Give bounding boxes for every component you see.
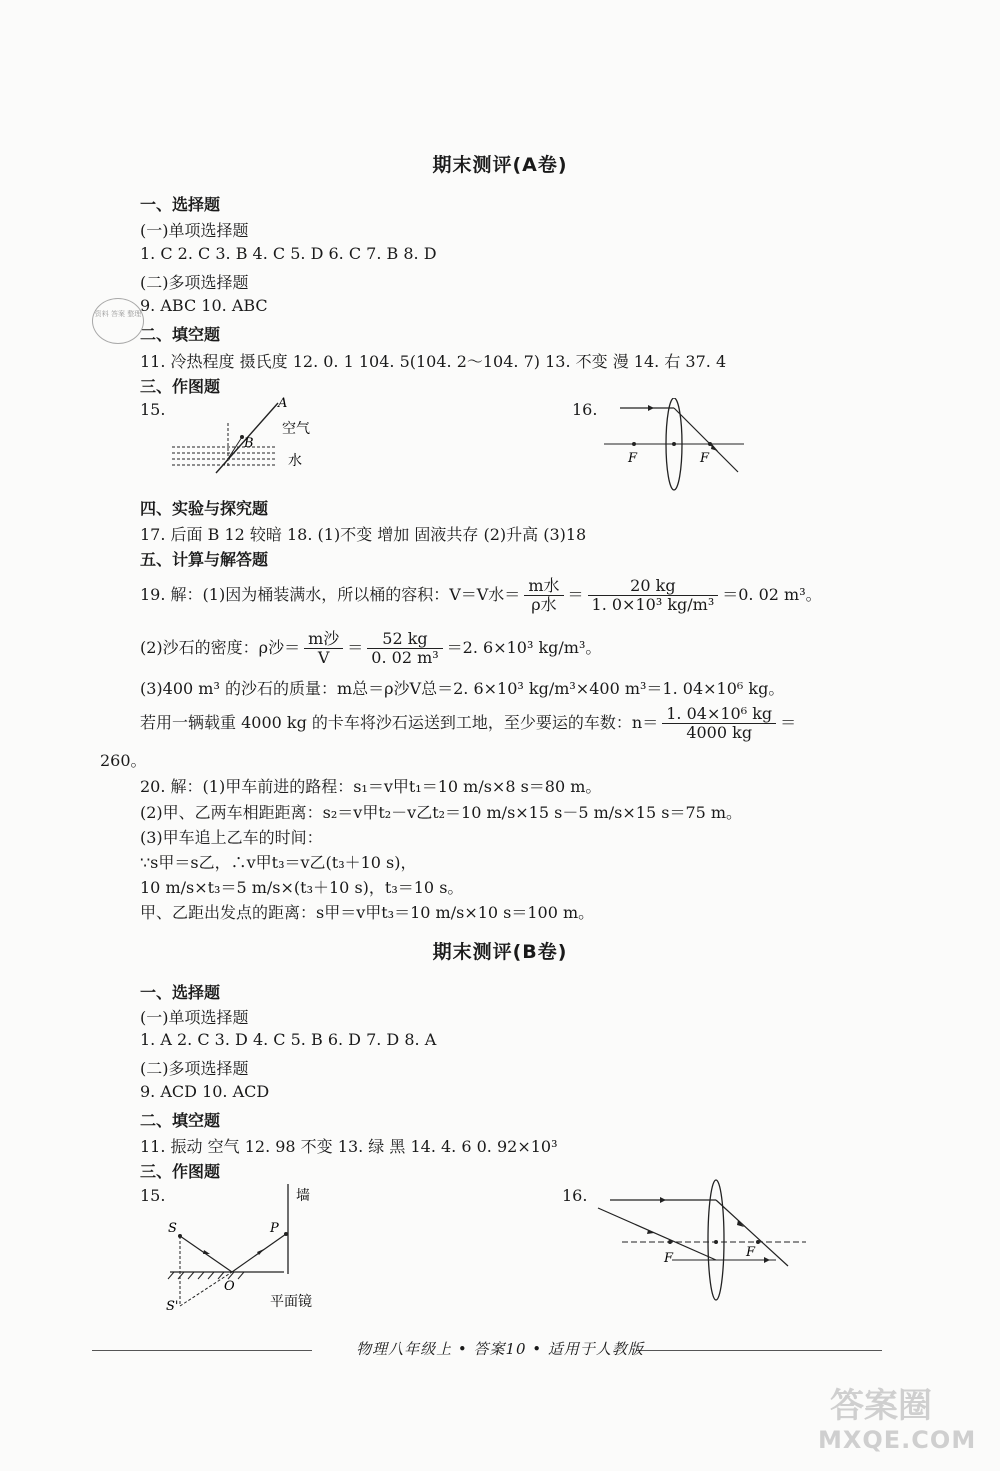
label-a: A <box>278 396 288 411</box>
q20-part2: (2)甲、乙两车相距距离：s₂＝v甲t₂－v乙t₂＝10 m/s×15 s－5 m/s×15 s＝75 m。 <box>140 803 743 822</box>
q19-part1-text: 19. 解：(1)因为桶装满水，所以桶的容积：V＝V水＝ <box>140 585 521 604</box>
label-mirror: 平面镜 <box>270 1294 312 1310</box>
b-multi-choice-heading: (二)多项选择题 <box>140 1059 249 1078</box>
q20-part6: 甲、乙距出发点的距离：s甲＝v甲t₃＝10 m/s×10 s＝100 m。 <box>140 903 595 922</box>
a-multi-choice-heading: (二)多项选择题 <box>140 273 249 292</box>
numerator: 52 kg <box>367 630 442 649</box>
q20-part4: ∵s甲＝s乙，∴v甲t₃＝v乙(t₃＋10 s)， <box>140 853 417 872</box>
plane-mirror-diagram <box>160 1180 360 1312</box>
fraction <box>662 705 776 742</box>
b-section-fill: 二、填空题 <box>140 1111 221 1130</box>
a-section-fill: 二、填空题 <box>140 325 221 344</box>
a-section-choice: 一、选择题 <box>140 195 221 214</box>
label-o: O <box>224 1279 235 1294</box>
watermark-logo: 答案圈 <box>830 1386 932 1426</box>
a-q16-number: 16. <box>572 400 598 419</box>
test-b-title: 期末测评(B卷) <box>432 941 568 963</box>
convex-lens-diagram-b <box>592 1176 812 1306</box>
numerator: m沙 <box>304 630 343 649</box>
a-section-experiment: 四、实验与探究题 <box>140 499 269 518</box>
b-multi-choice-answers: 9. ACD 10. ACD <box>140 1082 270 1101</box>
a-fill-answers: 11. 冷热程度 摄氏度 12. 0. 1 104. 5(104. 2～104. 7) 13. 不变 漫 14. 右 37. 4 <box>140 352 727 371</box>
stamp-text: 资料 答案 整理 <box>94 310 142 318</box>
page-stamp <box>92 298 144 344</box>
label-water: 水 <box>288 453 302 469</box>
b-q16-number: 16. <box>562 1186 588 1205</box>
numerator: 20 kg <box>588 577 719 596</box>
q19-part4-equals: ＝ <box>780 713 797 732</box>
label-s: S <box>168 1221 177 1236</box>
label-f-right: F <box>746 1245 756 1260</box>
q19-part5: 260。 <box>100 751 147 770</box>
a-multi-choice-answers: 9. ABC 10. ABC <box>140 296 268 315</box>
q19-part2-text: (2)沙石的密度：ρ沙＝ <box>140 638 301 657</box>
denominator: 1. 0×10³ kg/m³ <box>591 595 715 614</box>
convex-lens-diagram <box>600 398 750 494</box>
b-q15-number: 15. <box>140 1186 166 1205</box>
denominator: 4000 kg <box>686 723 753 742</box>
fraction <box>304 630 343 667</box>
label-wall: 墙 <box>296 1188 310 1204</box>
a-single-choice-heading: (一)单项选择题 <box>140 221 249 240</box>
q19-part2-result: ＝2. 6×10³ kg/m³。 <box>446 638 602 657</box>
label-f-right: F <box>700 451 710 466</box>
numerator: 1. 04×10⁶ kg <box>662 705 776 724</box>
a-single-choice-answers: 1. C 2. C 3. B 4. C 5. D 6. C 7. B 8. D <box>140 244 437 263</box>
b-single-choice-answers: 1. A 2. C 3. D 4. C 5. B 6. D 7. D 8. A <box>140 1030 437 1049</box>
q19-part1: 19. 解：(1)因为桶装满水，所以桶的容积：V＝V水＝ $\frac{\text{m水}}{\text{ρ水}}$ ＝ $\frac{20 kg}{\text{1. 0×10³ kg/m³}}$ ＝0. 02 m³。 <box>140 576 822 614</box>
q20-part5: 10 m/s×t₃＝5 m/s×(t₃＋10 s)，t₃＝10 s。 <box>140 878 464 897</box>
q19-part2: (2)沙石的密度：ρ沙＝ $\frac{\text{m沙}}{V}$ ＝ $\frac{52 kg}{\text{0. 02 m³}}$ ＝2. 6×10³ kg/m³。 <box>140 629 602 667</box>
watermark-url: MXQE.COM <box>818 1426 977 1454</box>
label-s-prime: S' <box>166 1299 179 1312</box>
label-air: 空气 <box>282 421 310 437</box>
label-p: P <box>270 1221 279 1236</box>
q20-part3: (3)甲车追上乙车的时间： <box>140 828 323 847</box>
fraction <box>367 630 442 667</box>
footer-text: 物理八年级上 • 答案10 • 适用于人教版 <box>356 1340 644 1358</box>
q19-part4-text: 若用一辆载重 4000 kg 的卡车将沙石运送到工地，至少要运的车数：n＝ <box>140 713 659 732</box>
fraction <box>524 577 563 614</box>
q19-part3: (3)400 m³ 的沙石的质量：m总＝ρ沙V总＝2. 6×10³ kg/m³×400 m³＝1. 04×10⁶ kg。 <box>140 679 785 698</box>
numerator: m水 <box>524 577 563 596</box>
b-section-choice: 一、选择题 <box>140 983 221 1002</box>
a-experiment-answers: 17. 后面 B 12 较暗 18. (1)不变 增加 固液共存 (2)升高 (3)18 <box>140 525 587 544</box>
b-section-drawing: 三、作图题 <box>140 1162 221 1181</box>
q19-part4 <box>140 705 796 742</box>
denominator: 0. 02 m³ <box>371 648 439 667</box>
refraction-diagram <box>168 395 328 475</box>
a-section-drawing: 三、作图题 <box>140 377 221 396</box>
fraction <box>588 577 719 614</box>
label-f-left: F <box>664 1251 674 1266</box>
a-section-calculation: 五、计算与解答题 <box>140 550 269 569</box>
a-q15-number: 15. <box>140 400 166 419</box>
b-single-choice-heading: (一)单项选择题 <box>140 1008 249 1027</box>
label-f-left: F <box>628 451 638 466</box>
label-b: B <box>244 436 254 451</box>
denominator: ρ水 <box>531 595 557 614</box>
q19-part1-result: ＝0. 02 m³。 <box>722 585 822 604</box>
test-a-title: 期末测评(A卷) <box>432 154 568 176</box>
q20-part1: 20. 解：(1)甲车前进的路程：s₁＝v甲t₁＝10 m/s×8 s＝80 m。 <box>140 777 602 796</box>
b-fill-answers: 11. 振动 空气 12. 98 不变 13. 绿 黑 14. 4. 6 0. 92×10³ <box>140 1137 558 1156</box>
denominator: V <box>317 648 330 667</box>
